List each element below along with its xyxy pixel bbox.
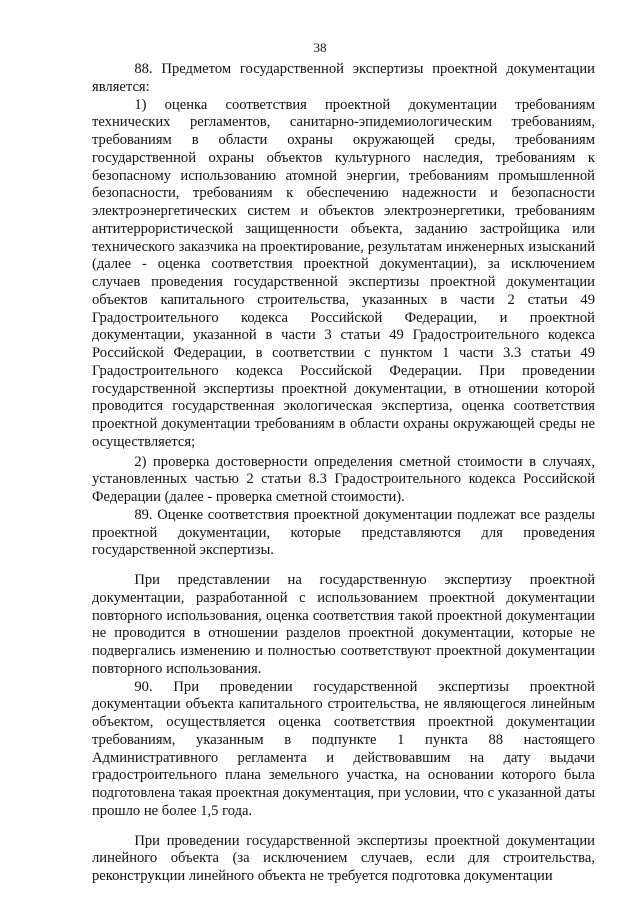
paragraph-88-item-2: 2) проверка достоверности определения сметной стоимости в случаях, установленных частью 2 статьи 8.3 Градостроительного кодекса Российской Федерации (далее - проверка сметной стоимости).: [92, 453, 595, 505]
paragraph-89: 89. Оценке соответствия проектной документации подлежат все разделы проектной документации, которые представляются для проведения государственной экспертизы.: [92, 506, 595, 559]
paragraph-89-reuse: При представлении на государственную экспертизу проектной документации, разработанной с использованием проектной документации повторного использования, оценка соответствия такой проектной документации не проводится в отношении разделов проектной документации, которые не подвергались изменению и полностью соответствуют проектной документации повторного использования.: [92, 572, 595, 677]
paragraph-88-item-1: 1) оценка соответствия проектной документации требованиям технических регламентов, санитарно-эпидемиологическим требованиям, требованиям в области охраны окружающей среды, требованиям государственной охраны объектов культурного наследия, требованиям к безопасному использованию атомной энергии, требованиям промышленной безопасности, требованиям к обеспечению надежности и безопасности электроэнергетических систем и объектов электроэнергетики, требованиям антитеррористической защищенности объекта, заданию застройщика или технического заказчика на проектирование, результатам инженерных изысканий (далее - оценка соответствия проектной документации), за исключением случаев проведения государственной экспертизы проектной документации объектов капитального строительства, указанных в части 2 статьи 49 Градостроительного кодекса Российской Федерации, и проектной документации, указанной в части 3 статьи 49 Градостроительного кодекса Российской Федерации, в соответствии с пунктом 1 части 3.3 статьи 49 Градостроительного кодекса Российской Федерации. При проведении государственной экспертизы проектной документации, в отношении которой проводится государственная экологическая экспертиза, оценка соответствия проектной документации требованиям в области охраны окружающей среды не осуществляется;: [92, 96, 595, 450]
paragraph-90: 90. При проведении государственной экспертизы проектной документации объекта капитального строительства, не являющегося линейным объектом, осуществляется оценка соответствия проектной документации требованиям, указанным в подпункте 1 пункта 88 настоящего Административного регламента и действовавшим на дату выдачи градостроительного плана земельного участка, на основании которого была подготовлена такая проектная документация, при условии, что с указанной даты прошло не более 1,5 года.: [92, 678, 595, 819]
page-number: 38: [313, 40, 327, 55]
paragraph-90-linear: При проведении государственной экспертизы проектной документации линейного объекта (за исключением случаев, если для строительства, реконструкции линейного объекта не требуется подготовка документации: [92, 832, 595, 884]
paragraph-88-intro: 88. Предметом государственной экспертизы проектной документации является:: [92, 61, 595, 95]
document-body: [92, 61, 595, 886]
